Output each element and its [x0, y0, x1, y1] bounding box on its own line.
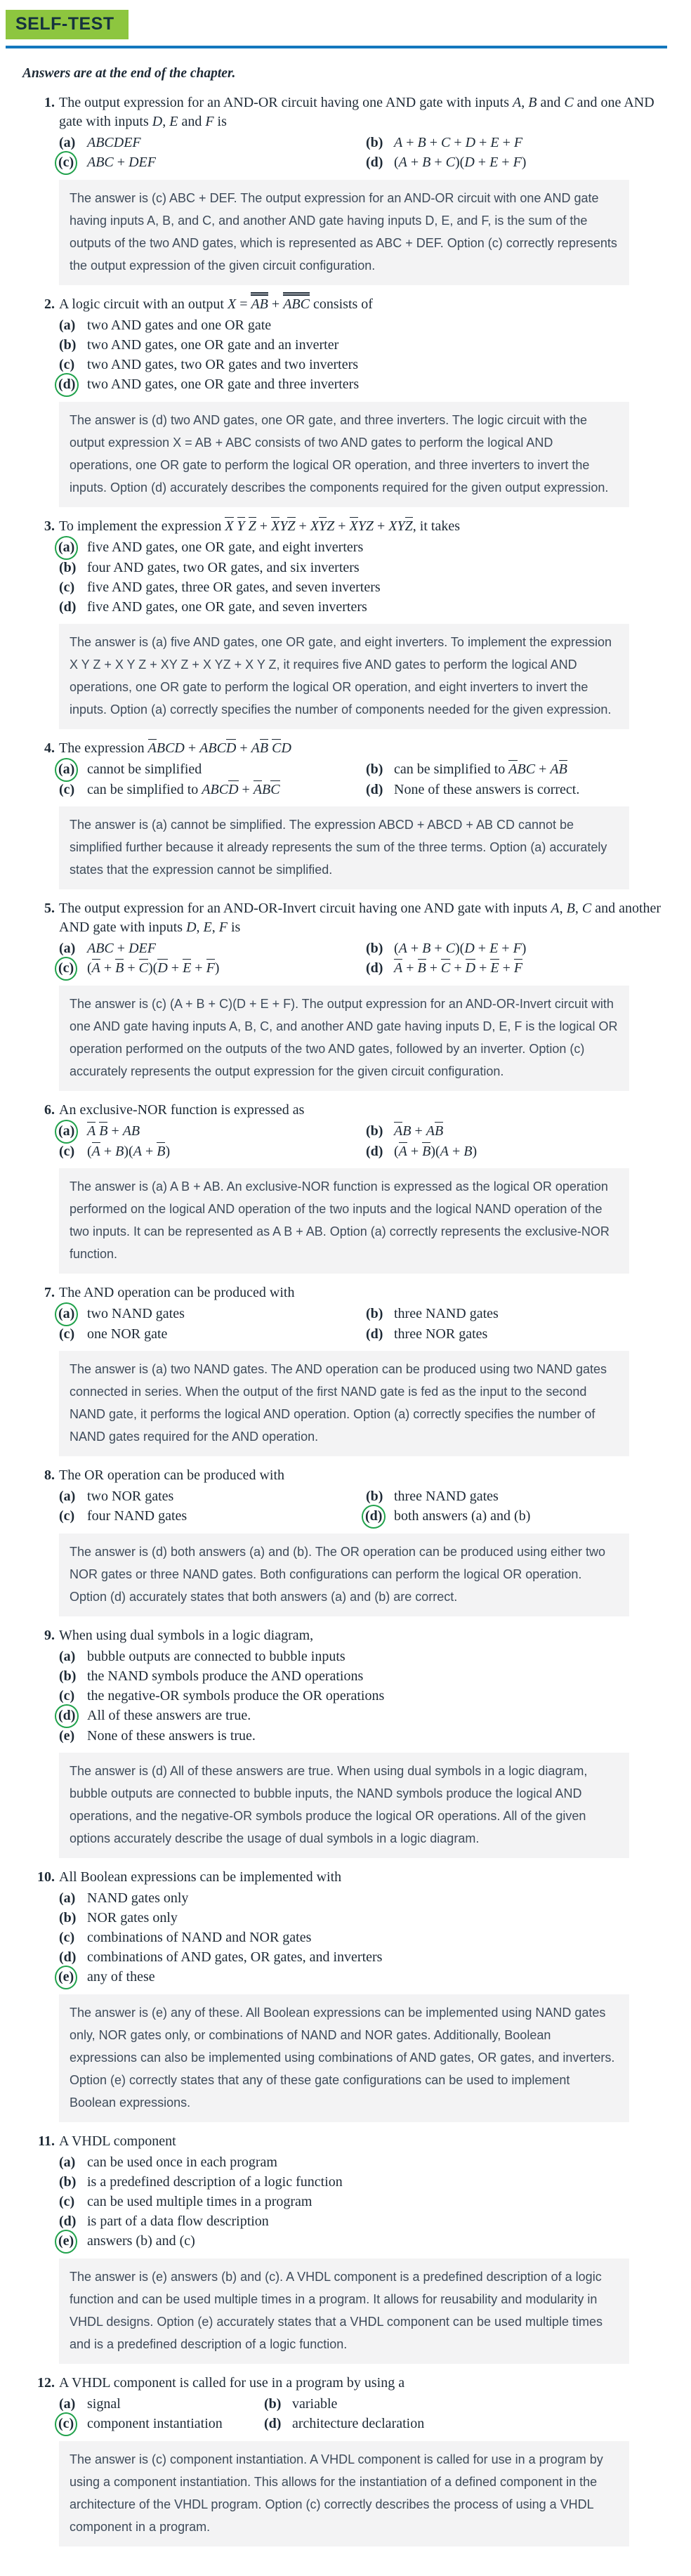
option-text: five AND gates, three OR gates, and seven inverters	[87, 580, 381, 595]
option-text: three NAND gates	[394, 1489, 499, 1504]
option-text: four NAND gates	[87, 1508, 187, 1524]
option-letter	[59, 597, 87, 617]
question-item	[34, 1626, 670, 1858]
question-item	[34, 899, 670, 1091]
option-text: (A + B + C)(D + E + F)	[394, 155, 527, 170]
question-number: 5.	[44, 901, 55, 916]
options-list	[59, 315, 670, 395]
option-letter-label: (b)	[59, 337, 77, 353]
question-body	[59, 1626, 670, 1858]
answer-explanation: The answer is (e) answers (b) and (c). A VHDL component is a predefined description of a logic function and can be used multiple times in a program. It allows for reusability and modularity in VHDL designs. Option (e) accurately states that a VHDL component can be used multiple times and is a predefined description of a logic function.	[59, 2258, 629, 2364]
option-text: one NOR gate	[87, 1326, 168, 1342]
option-text: (A + B + C)(D + E + F)	[87, 960, 220, 976]
option	[59, 577, 670, 597]
option-letter	[366, 780, 394, 799]
question-number: 1.	[44, 95, 55, 110]
option-letter	[59, 2394, 87, 2414]
answer-explanation: The answer is (c) (A + B + C)(D + E + F). The output expression for an AND-OR-Invert circuit with one AND gate having inputs A, B, C, and another AND gate having inputs D, E, F is the logical OR operation performed on the outputs of the two AND gates, followed by an inverter. Option (c) accurately represents the output expression for the given circuit configuration.	[59, 986, 629, 1091]
answer-explanation: The answer is (c) ABC + DEF. The output expression for an AND-OR circuit with one AND gate having inputs A, B, and C, and another AND gate having inputs D, E, and F, is the sum of the outputs of the two AND gates, which is represented as ABC + DEF. Option (c) correctly represents the output expression of the given circuit configuration.	[59, 180, 629, 285]
option-letter-label: (d)	[366, 1326, 383, 1342]
option-letter	[59, 1666, 87, 1686]
option-letter-label: (a)	[59, 2396, 76, 2412]
question-body	[59, 899, 670, 1091]
option-letter-label: (b)	[366, 1489, 383, 1504]
question-number: 3.	[44, 518, 55, 534]
option-letter	[366, 939, 394, 958]
option-text: can be used once in each program	[87, 2155, 277, 2170]
option-letter-label: (b)	[59, 560, 77, 575]
option-text: the NAND symbols produce the AND operations	[87, 1668, 364, 1684]
option-letter-label: (c)	[59, 1144, 75, 1159]
section-badge: SELF-TEST	[6, 10, 129, 39]
option-text: component instantiation	[87, 2416, 223, 2431]
option-text: A + B + C + D + E + F	[394, 960, 523, 976]
option-letter	[59, 355, 87, 374]
option	[59, 780, 366, 799]
question-body	[59, 2374, 670, 2546]
option	[59, 597, 670, 617]
option-letter-label: (c)	[59, 2194, 75, 2209]
question-number: 12.	[37, 2375, 55, 2391]
question-text: A VHDL component is called for use in a program by using a	[59, 2375, 405, 2391]
options-list	[59, 1121, 670, 1161]
question-item	[34, 1283, 670, 1456]
option	[59, 152, 366, 173]
question-item	[34, 2132, 670, 2364]
option-text: is part of a data flow description	[87, 2214, 269, 2229]
answers-note: Answers are at the end of the chapter.	[22, 66, 236, 81]
option-text: A B + AB	[87, 1123, 140, 1139]
option-text: three NOR gates	[394, 1326, 488, 1342]
option-letter	[366, 1324, 394, 1344]
option-letter	[59, 1142, 87, 1161]
option-text: signal	[87, 2396, 121, 2412]
option-letter	[264, 2414, 292, 2433]
option-letter	[59, 1647, 87, 1666]
option-text: two AND gates, one OR gate and three inverters	[87, 377, 360, 392]
question-item	[34, 2374, 670, 2546]
option	[59, 1908, 670, 1928]
option-text: cannot be simplified	[87, 761, 202, 777]
option-letter-label: (a)	[59, 135, 76, 150]
option-letter-label-correct-circle: (c)	[55, 957, 77, 981]
option-text: (A + B)(A + B)	[87, 1144, 171, 1159]
option-letter	[59, 133, 87, 152]
options-list	[59, 939, 670, 979]
option-text: variable	[292, 2396, 338, 2412]
option	[366, 152, 670, 173]
option-text: (A + B + C)(D + E + F)	[394, 941, 527, 956]
question-body	[59, 2132, 670, 2364]
question-text: All Boolean expressions can be implemented with	[59, 1869, 342, 1885]
option-letter	[366, 1121, 394, 1141]
option	[59, 1706, 670, 1726]
option	[59, 2172, 670, 2192]
option	[59, 1304, 366, 1324]
option	[59, 355, 670, 374]
question-item	[34, 93, 670, 285]
option	[366, 1324, 670, 1344]
question-item	[34, 739, 670, 889]
option-letter-label: (d)	[366, 155, 383, 170]
options-list	[59, 1888, 670, 1987]
question-number: 4.	[44, 740, 55, 756]
option-letter-label: (c)	[59, 782, 75, 797]
option-text: two NOR gates	[87, 1489, 174, 1504]
option-letter	[59, 958, 87, 979]
option-letter	[59, 759, 87, 780]
question-text: The output expression for an AND-OR-Invert circuit having one AND gate with inputs A, B, C and another AND gate with inputs D, E, F is	[59, 901, 662, 935]
option-text: two AND gates, one OR gate and an inverter	[87, 337, 339, 353]
option	[59, 1888, 670, 1908]
option-letter-label: (a)	[59, 1890, 76, 1906]
option-text: both answers (a) and (b)	[394, 1508, 531, 1524]
option-letter	[59, 1506, 87, 1526]
option-text: four AND gates, two OR gates, and six inverters	[87, 560, 360, 575]
answer-explanation: The answer is (c) component instantiation. A VHDL component is called for use in a program by using a component instantiation. This allows for the instantiation of a defined component in the architecture of the VHDL program. Option (c) correctly describes the process of using a VHDL component in a program.	[59, 2441, 629, 2546]
option-letter-label: (b)	[366, 1306, 383, 1321]
question-number: 11.	[38, 2133, 55, 2149]
option-text: any of these	[87, 1969, 155, 1985]
option	[59, 1686, 670, 1706]
question-body	[59, 1466, 670, 1616]
question-number: 2.	[44, 296, 55, 312]
option	[59, 1726, 670, 1746]
option-letter-label-correct-circle: (a)	[55, 1302, 78, 1326]
option	[59, 2231, 670, 2251]
option-text: is a predefined description of a logic function	[87, 2174, 343, 2190]
option-letter-label: (b)	[366, 1123, 383, 1139]
option-letter-label-correct-circle: (a)	[55, 758, 78, 782]
option-text: two NAND gates	[87, 1306, 185, 1321]
answer-explanation: The answer is (a) two NAND gates. The AND operation can be produced using two NAND gates connected in series. When the output of the first NAND gate is fed as the input to the second NAND gate, it performs the logical AND operation. Option (a) correctly specifies the number of NAND gates required for the AND operation.	[59, 1351, 629, 1456]
option-letter	[59, 1947, 87, 1967]
option-letter	[366, 133, 394, 152]
option-letter	[264, 2394, 292, 2414]
question-text: When using dual symbols in a logic diagram,	[59, 1628, 314, 1643]
option	[366, 759, 670, 780]
option-letter-label: (a)	[59, 941, 76, 956]
options-list	[59, 1304, 670, 1344]
option-letter-label-correct-circle: (a)	[55, 536, 78, 560]
question-body	[59, 295, 670, 507]
question-text: A logic circuit with an output X = AB + ABC consists of	[59, 295, 670, 314]
option-letter-label: (b)	[59, 2174, 77, 2190]
option-letter-label: (d)	[59, 2214, 77, 2229]
option-text: the negative-OR symbols produce the OR operations	[87, 1688, 385, 1704]
option-letter	[59, 2172, 87, 2192]
option-letter-label: (c)	[59, 1326, 75, 1342]
option-text: NOR gates only	[87, 1910, 178, 1926]
option-letter-label-correct-circle: (a)	[55, 1120, 78, 1144]
option-text: answers (b) and (c)	[87, 2233, 195, 2249]
option	[59, 558, 670, 577]
options-list	[59, 537, 670, 617]
option-letter	[59, 1888, 87, 1908]
option	[59, 1142, 366, 1161]
option-letter	[366, 958, 394, 978]
option-letter	[366, 1506, 394, 1526]
question-item	[34, 1466, 670, 1616]
option-letter-label: (c)	[59, 1688, 75, 1704]
option-text: ABC + DEF	[87, 941, 156, 956]
option-letter-label-correct-circle: (c)	[55, 2412, 77, 2436]
option	[59, 1928, 670, 1947]
option-letter-label-correct-circle: (d)	[55, 373, 79, 397]
options-list	[59, 2152, 670, 2251]
question-number: 7.	[44, 1285, 55, 1300]
option-text: five AND gates, one OR gate, and eight inverters	[87, 540, 364, 555]
question-text: To implement the expression X Y Z + XYZ + XYZ + XYZ + XYZ, it takes	[59, 518, 461, 534]
option	[59, 1967, 670, 1987]
option	[59, 2152, 670, 2172]
option	[59, 315, 670, 335]
option	[59, 133, 366, 152]
option-letter	[59, 1686, 87, 1706]
question-body	[59, 1101, 670, 1274]
option	[59, 374, 670, 395]
option	[59, 335, 670, 355]
option-letter-label: (d)	[59, 1949, 77, 1965]
question-text: An exclusive-NOR function is expressed as	[59, 1102, 305, 1118]
option-letter	[366, 152, 394, 172]
option-text: None of these answers is correct.	[394, 782, 580, 797]
option-letter-label-correct-circle: (e)	[55, 2230, 77, 2254]
option-text: five AND gates, one OR gate, and seven inverters	[87, 599, 367, 615]
option	[366, 1304, 670, 1324]
option-letter-label: (d)	[366, 782, 383, 797]
question-body	[59, 1868, 670, 2122]
option-letter	[59, 939, 87, 958]
question-number: 10.	[37, 1869, 55, 1885]
option-letter-label: (c)	[59, 357, 75, 372]
option-text: combinations of NAND and NOR gates	[87, 1930, 312, 1945]
option-letter	[59, 2152, 87, 2172]
options-list	[59, 759, 670, 799]
option	[366, 1506, 670, 1526]
option-text: AB + AB	[394, 1123, 444, 1139]
option-letter-label: (d)	[366, 960, 383, 976]
option-letter-label: (b)	[366, 761, 383, 777]
answer-explanation: The answer is (d) two AND gates, one OR gate, and three inverters. The logic circuit with the output expression X = AB + ABC consists of two AND gates to perform the logical AND operations, one OR gate to perform the logical OR operation, and three inverters to invert the inputs. Option (d) accurately describes the components required for the given output expression.	[59, 402, 629, 507]
question-body	[59, 93, 670, 285]
option	[59, 759, 366, 780]
option-letter-label: (e)	[59, 1728, 75, 1744]
option-letter-label: (b)	[366, 941, 383, 956]
option	[59, 1647, 670, 1666]
option-letter-label-correct-circle: (c)	[55, 151, 77, 175]
question-item	[34, 295, 670, 507]
option-letter	[59, 1967, 87, 1987]
option	[59, 939, 366, 958]
option-letter-label: (b)	[264, 2396, 282, 2412]
question-list	[6, 93, 670, 2546]
option-letter	[59, 558, 87, 577]
option-text: combinations of AND gates, OR gates, and inverters	[87, 1949, 383, 1965]
option-text: three NAND gates	[394, 1306, 499, 1321]
option-letter	[366, 1142, 394, 1161]
option-letter-label-correct-circle: (d)	[362, 1505, 386, 1529]
option-letter	[59, 1121, 87, 1142]
option-letter	[366, 759, 394, 779]
option	[366, 958, 670, 979]
option-letter	[59, 374, 87, 395]
options-list	[59, 1486, 670, 1526]
question-number: 8.	[44, 1467, 55, 1483]
option	[59, 958, 366, 979]
option-letter	[59, 2192, 87, 2211]
options-list	[59, 1647, 670, 1746]
option	[59, 1947, 670, 1967]
option-letter	[366, 1486, 394, 1506]
question-text: The AND operation can be produced with	[59, 1285, 295, 1300]
option-letter-label: (a)	[59, 318, 76, 333]
option-text: NAND gates only	[87, 1890, 189, 1906]
option	[264, 2394, 670, 2414]
option-letter	[59, 1928, 87, 1947]
question-number: 9.	[44, 1628, 55, 1643]
option-text: ABC + DEF	[87, 155, 156, 170]
option	[59, 2211, 670, 2231]
option	[59, 2394, 264, 2414]
option-letter	[59, 152, 87, 173]
answer-explanation: The answer is (a) A B + AB. An exclusive-NOR function is expressed as the logical OR operation performed on the logical AND operation of the two inputs and the logical NAND operation of the two inputs. It can be represented as A B + AB. Option (a) correctly represents the exclusive-NOR function.	[59, 1168, 629, 1274]
question-text: The expression ABCD + ABCD + AB CD	[59, 740, 291, 756]
option-letter-label-correct-circle: (d)	[55, 1704, 79, 1728]
option-letter-label: (d)	[59, 599, 77, 615]
option	[264, 2414, 670, 2434]
options-list	[59, 133, 670, 173]
option-letter	[59, 1304, 87, 1324]
question-item	[34, 1868, 670, 2122]
option-letter-label: (c)	[59, 1508, 75, 1524]
question-number: 6.	[44, 1102, 55, 1118]
option-letter	[59, 2211, 87, 2231]
options-list	[59, 2394, 670, 2434]
option-letter-label: (c)	[59, 1930, 75, 1945]
option-letter	[59, 1908, 87, 1928]
question-text: The OR operation can be produced with	[59, 1467, 285, 1483]
header-divider	[6, 46, 667, 48]
option-text: architecture declaration	[292, 2416, 425, 2431]
option-text: two AND gates and one OR gate	[87, 318, 272, 333]
answer-explanation: The answer is (d) both answers (a) and (b). The OR operation can be produced using either two NOR gates or three NAND gates. Both configurations can perform the logical OR operation. Option (d) accurately states that both answers (a) and (b) are correct.	[59, 1534, 629, 1616]
option-letter-label: (c)	[59, 580, 75, 595]
answer-explanation: The answer is (a) cannot be simplified. The expression ABCD + ABCD + AB CD cannot be simplified further because it already represents the sum of the three terms. Option (a) accurately states that the expression cannot be simplified.	[59, 806, 629, 889]
question-text: The output expression for an AND-OR circuit having one AND gate with inputs A, B and C and one AND gate with inputs D, E and F is	[59, 95, 654, 129]
option	[366, 939, 670, 958]
option-letter-label: (b)	[59, 1668, 77, 1684]
option-letter-label: (a)	[59, 2155, 76, 2170]
option-letter	[59, 315, 87, 335]
option-text: can be simplified to ABC + AB	[394, 761, 567, 777]
option-letter-label: (a)	[59, 1489, 76, 1504]
question-item	[34, 517, 670, 729]
option-letter-label: (d)	[366, 1144, 383, 1159]
option	[366, 133, 670, 152]
option-text: bubble outputs are connected to bubble inputs	[87, 1649, 346, 1664]
question-body	[59, 739, 670, 889]
question-text: A VHDL component	[59, 2133, 176, 2149]
option-text: All of these answers are true.	[87, 1708, 251, 1723]
option-letter-label: (a)	[59, 1649, 76, 1664]
option-letter	[59, 577, 87, 597]
option	[366, 1486, 670, 1506]
option-letter	[59, 1486, 87, 1506]
option-letter-label: (b)	[366, 135, 383, 150]
option	[366, 1121, 670, 1142]
option	[59, 1666, 670, 1686]
option-letter	[59, 335, 87, 355]
option-text: can be used multiple times in a program	[87, 2194, 312, 2209]
option-letter	[59, 1324, 87, 1344]
question-body	[59, 517, 670, 729]
option	[59, 2414, 264, 2434]
option-text: None of these answers is true.	[87, 1728, 256, 1744]
option-text: can be simplified to ABCD + ABC	[87, 782, 280, 797]
option-letter-label-correct-circle: (e)	[55, 1966, 77, 1989]
option-letter-label: (d)	[264, 2416, 282, 2431]
option-letter	[59, 2231, 87, 2251]
answer-explanation: The answer is (d) All of these answers are true. When using dual symbols in a logic diagram, bubble outputs are connected to bubble inputs, the NAND symbols produce the logical AND operations, and the negative-OR symbols produce the logical OR operations. All of the given options accurately describe the usage of dual symbols in a logic diagram.	[59, 1753, 629, 1858]
option	[366, 780, 670, 799]
option-letter	[59, 1726, 87, 1746]
option-text: A + B + C + D + E + F	[394, 135, 523, 150]
option	[59, 1324, 366, 1344]
option-letter-label: (b)	[59, 1910, 77, 1926]
option-letter	[59, 537, 87, 558]
answer-explanation: The answer is (a) five AND gates, one OR gate, and eight inverters. To implement the expression X Y Z + X Y Z + XY Z + X YZ + X Y Z, it requires five AND gates to perform the logical AND operations, one OR gate to perform the logical OR operation, and eight inverters to invert the inputs. Option (a) correctly specifies the number of components needed for the given expression.	[59, 624, 629, 729]
option-letter	[59, 780, 87, 799]
option-text: two AND gates, two OR gates and two inverters	[87, 357, 359, 372]
option	[59, 1506, 366, 1526]
answer-explanation: The answer is (e) any of these. All Boolean expressions can be implemented using NAND gates only, NOR gates only, or combinations of NAND and NOR gates. Additionally, Boolean expressions can also be implemented using combinations of AND gates, OR gates, and inverters. Option (e) correctly states that any of these gate configurations can be used to implement Boolean expressions.	[59, 1994, 629, 2122]
option	[59, 537, 670, 558]
option-text: (A + B)(A + B)	[394, 1144, 478, 1159]
option-letter	[59, 1706, 87, 1726]
option-letter	[366, 1304, 394, 1323]
option-text: ABCDEF	[87, 135, 141, 150]
question-item	[34, 1101, 670, 1274]
option	[59, 1486, 366, 1506]
option	[59, 2192, 670, 2211]
option	[59, 1121, 366, 1142]
option-letter	[59, 2414, 87, 2434]
option	[366, 1142, 670, 1161]
question-body	[59, 1283, 670, 1456]
